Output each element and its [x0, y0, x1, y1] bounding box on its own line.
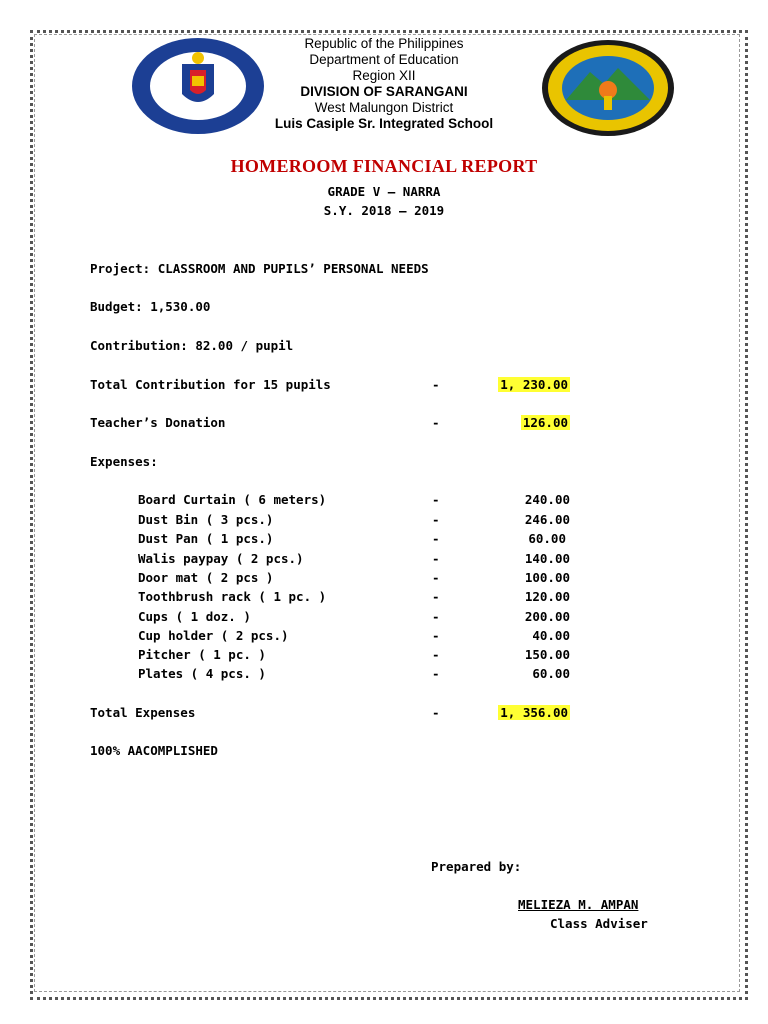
letterhead-line-1: Republic of the Philippines [304, 36, 464, 51]
expense-amount: 150.00 [524, 647, 570, 662]
expense-dash: - [432, 666, 440, 681]
total-expenses-amount: 1, 356.00 [500, 705, 568, 720]
expense-dash: - [432, 589, 440, 604]
teacher-donation-amount: 126.00 [522, 415, 568, 430]
expense-amount: 40.00 [532, 628, 570, 643]
accomplished-note: 100% AACOMPLISHED [90, 743, 218, 758]
expense-dash: - [432, 628, 440, 643]
expense-item: Cups ( 1 doz. ) [138, 609, 251, 624]
letterhead-school: Luis Casiple Sr. Integrated School [274, 116, 494, 131]
expense-dash: - [432, 551, 440, 566]
teacher-donation-dash: - [432, 415, 440, 430]
expense-amount: 246.00 [524, 512, 570, 527]
signatory-name: MELIEZA M. AMPAN [518, 897, 639, 912]
teacher-donation-label: Teacher’s Donation [90, 415, 226, 430]
expense-amount: 100.00 [524, 570, 570, 585]
expense-dash: - [432, 512, 440, 527]
total-expenses-label: Total Expenses [90, 705, 196, 720]
expense-dash: - [432, 647, 440, 662]
expense-dash: - [432, 492, 440, 507]
expense-amount: 120.00 [524, 589, 570, 604]
expense-item: Door mat ( 2 pcs ) [138, 570, 274, 585]
expense-item: Dust Bin ( 3 pcs.) [138, 512, 274, 527]
total-contribution-amount: 1, 230.00 [500, 377, 568, 392]
expense-item: Walis paypay ( 2 pcs.) [138, 551, 304, 566]
letterhead-line-3: Region XII [352, 68, 416, 83]
expense-item: Plates ( 4 pcs. ) [138, 666, 266, 681]
grade-section: GRADE V – NARRA [327, 184, 441, 199]
total-expenses-dash: - [432, 705, 440, 720]
total-contribution-label: Total Contribution for 15 pupils [90, 377, 331, 392]
school-year: S.Y. 2018 – 2019 [323, 203, 445, 218]
expense-dash: - [432, 531, 440, 546]
letterhead-district: West Malungon District [314, 100, 454, 115]
expense-amount: 200.00 [524, 609, 570, 624]
expense-dash: - [432, 570, 440, 585]
signatory-role: Class Adviser [550, 916, 648, 931]
expense-item: Toothbrush rack ( 1 pc. ) [138, 589, 327, 604]
expense-amount: 140.00 [524, 551, 570, 566]
expense-amount: 60.00 [532, 666, 570, 681]
expenses-heading: Expenses: [90, 454, 158, 469]
expense-amount: 60.00 [528, 531, 566, 546]
expense-item: Pitcher ( 1 pc. ) [138, 647, 266, 662]
prepared-by-label: Prepared by: [431, 859, 522, 874]
expense-amount: 240.00 [524, 492, 570, 507]
project-line: Project: CLASSROOM AND PUPILS’ PERSONAL NEEDS [90, 261, 429, 276]
expense-item: Board Curtain ( 6 meters) [138, 492, 327, 507]
expense-item: Dust Pan ( 1 pcs.) [138, 531, 274, 546]
contribution-line: Contribution: 82.00 / pupil [90, 338, 294, 353]
letterhead-line-2: Department of Education [309, 52, 459, 67]
letterhead-division: DIVISION OF SARANGANI [300, 84, 468, 99]
total-contribution-dash: - [432, 377, 440, 392]
expense-item: Cup holder ( 2 pcs.) [138, 628, 289, 643]
letterhead [0, 36, 768, 132]
report-title: HOMEROOM FINANCIAL REPORT [230, 156, 538, 176]
expense-dash: - [432, 609, 440, 624]
budget-line: Budget: 1,530.00 [90, 299, 211, 314]
